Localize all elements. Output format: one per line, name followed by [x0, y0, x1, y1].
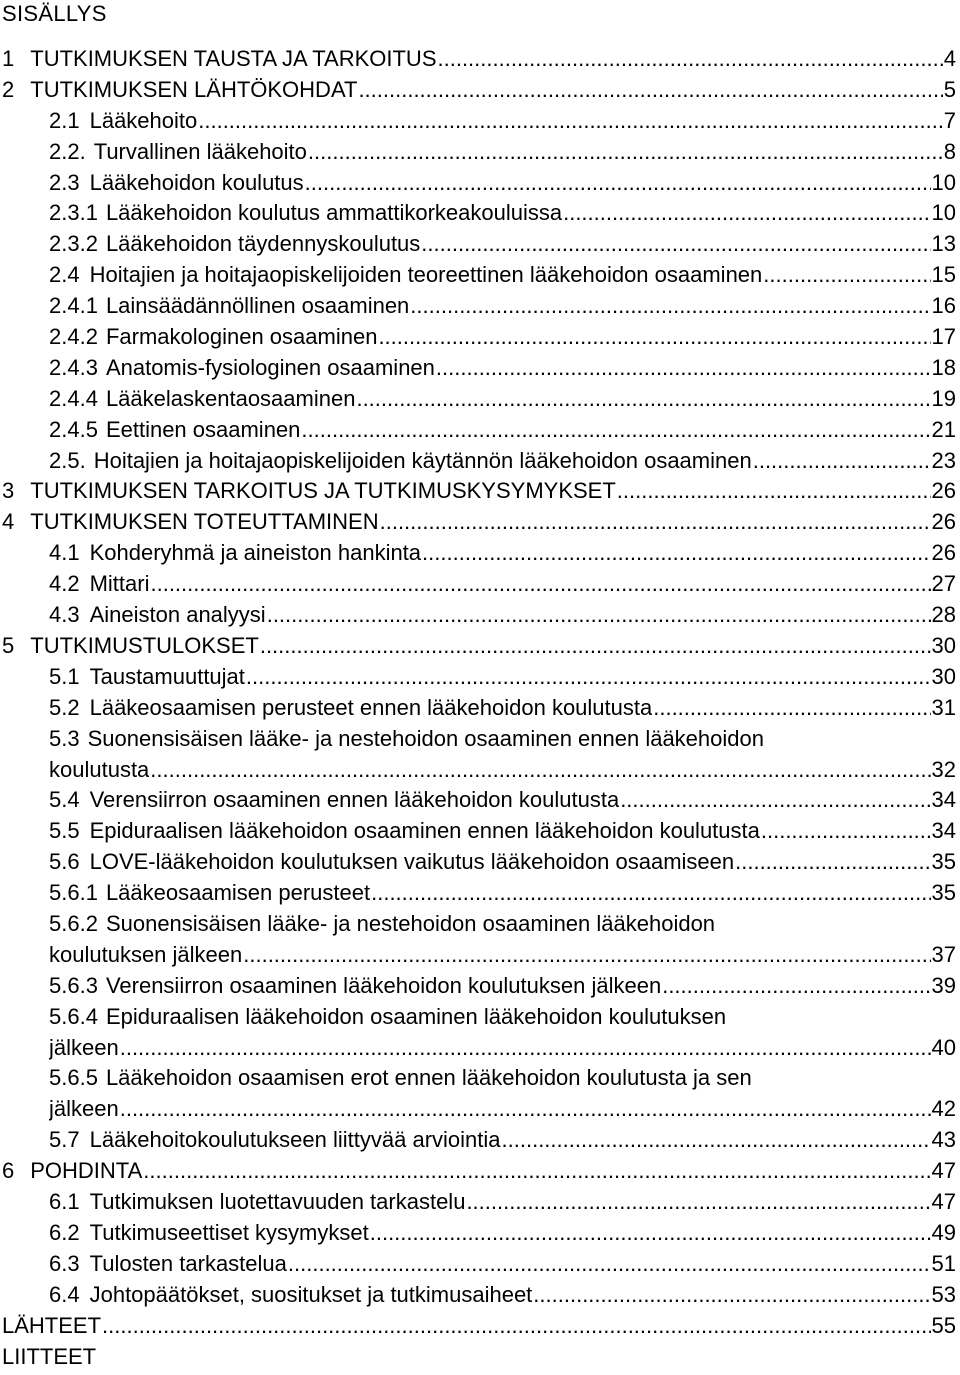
toc-entry-text: TUTKIMUKSEN LÄHTÖKOHDAT [30, 76, 358, 102]
toc-entry[interactable] [0, 75, 960, 106]
toc-entry[interactable] [0, 816, 960, 847]
toc-entry-number: 5.6.5 [49, 1065, 98, 1091]
toc-entry-page: 10 [931, 169, 956, 195]
toc-entry-first-line [49, 1002, 960, 1033]
toc-entry-text: Aineiston analyysi [89, 602, 266, 628]
toc-entry-text: Lääkelaskentaosaaminen [105, 385, 356, 411]
toc-entry-number: 5.6 [49, 849, 80, 875]
toc-entry-number: 2.3 [49, 169, 80, 195]
toc-entry-number: 4 [2, 509, 15, 535]
dot-leader [370, 1218, 931, 1249]
toc-entry[interactable] [0, 229, 960, 260]
toc-entry-text: Hoitajien ja hoitajaopiskelijoiden käytännön lääkehoidon osaaminen [93, 447, 752, 473]
toc-entry-page: 4 [943, 46, 956, 71]
toc-entry-text: Lääkehoidon koulutus [89, 169, 304, 195]
toc-entry-page: 18 [931, 354, 956, 380]
toc-entry[interactable] [0, 322, 960, 353]
toc-entry-text-continued: koulutuksen jälkeen [49, 941, 243, 967]
dot-leader [305, 168, 931, 199]
toc-entry-text: Lääkehoito [89, 107, 198, 133]
toc-entry-text: Johtopäätökset, suositukset ja tutkimusaiheet [89, 1281, 533, 1307]
toc-entry-number: 2 [2, 76, 15, 102]
dot-leader [662, 971, 930, 1002]
toc-entry-number: 2.4.4 [49, 385, 98, 411]
toc-entry-text: Tutkimuseettiset kysymykset [89, 1219, 369, 1245]
dot-leader [761, 816, 931, 847]
toc-entry-text: TUTKIMUSTULOKSET [30, 632, 259, 658]
page-title: SISÄLLYS [2, 1, 107, 26]
toc-entry-page: 34 [931, 818, 956, 844]
toc-entry-text: Turvallinen lääkehoito [93, 138, 307, 164]
toc-entry-text: Lääkehoidon täydennyskoulutus [105, 231, 421, 257]
dot-leader [438, 44, 943, 75]
dot-leader [358, 75, 942, 106]
toc-entry-number: 6 [2, 1158, 15, 1184]
toc-entry-first-line [49, 909, 960, 940]
toc-entry[interactable] [0, 476, 960, 507]
dot-leader [288, 1249, 931, 1280]
dot-leader [763, 260, 930, 291]
dot-leader [301, 415, 930, 446]
toc-entry[interactable] [0, 106, 960, 137]
toc-entry-text: Lääkehoidon koulutus ammattikorkeakouluissa [105, 200, 563, 226]
toc-entry[interactable] [0, 168, 960, 199]
toc-entry-page: 40 [931, 1034, 956, 1060]
dot-leader [436, 353, 931, 384]
toc-entry[interactable] [0, 507, 960, 538]
toc-entry-number: 3 [2, 478, 15, 504]
toc-entry-number: 5.6.3 [49, 972, 98, 998]
toc-entry[interactable] [0, 785, 960, 816]
toc-entry[interactable] [0, 446, 960, 477]
toc-entry-page: 26 [931, 478, 956, 504]
toc-entry-page: 35 [931, 880, 956, 906]
toc-entry-number: 5.2 [49, 694, 80, 720]
toc-entry-page: 37 [931, 941, 956, 967]
toc-entry-number: 5.7 [49, 1127, 80, 1153]
toc-entry-page: 27 [931, 571, 956, 597]
toc-entry-number: 4.2 [49, 571, 80, 597]
toc-entry-text: LOVE-lääkehoidon koulutuksen vaikutus lääkehoidon osaamiseen [89, 849, 735, 875]
toc-entry-number: 2.3.1 [49, 200, 98, 226]
toc-entry[interactable] [0, 909, 960, 971]
toc-entry-text: Lääkeosaamisen perusteet [105, 880, 371, 906]
toc-entry-text: Verensiirron osaaminen ennen lääkehoidon koulutusta [89, 787, 620, 813]
toc-entry-page: 19 [931, 385, 956, 411]
toc-entry[interactable] [0, 1218, 960, 1249]
toc-entry-number: 2.4 [49, 262, 80, 288]
table-of-contents [0, 44, 960, 1372]
toc-entry-page: 55 [931, 1312, 956, 1338]
toc-entry[interactable] [0, 1063, 960, 1125]
toc-entry-number: 2.4.3 [49, 354, 98, 380]
toc-entry[interactable] [0, 600, 960, 631]
toc-entry-text: Tulosten tarkastelua [89, 1250, 287, 1276]
toc-entry-text: TUTKIMUKSEN TAUSTA JA TARKOITUS [30, 46, 437, 71]
toc-entry-page: 26 [931, 509, 956, 535]
toc-entry-page: 34 [931, 787, 956, 813]
dot-leader [735, 847, 930, 878]
dot-leader [753, 446, 931, 477]
toc-entry-text: POHDINTA [30, 1158, 143, 1184]
toc-entry-first-line [49, 1063, 960, 1094]
toc-entry[interactable] [0, 878, 960, 909]
toc-entry-page: 5 [943, 76, 956, 102]
dot-leader [502, 1125, 931, 1156]
toc-entry-page: 28 [931, 602, 956, 628]
toc-entry-text: Lääkeosaamisen perusteet ennen lääkehoidon koulutusta [89, 694, 653, 720]
toc-entry-page: 49 [931, 1219, 956, 1245]
toc-entry-text: Hoitajien ja hoitajaopiskelijoiden teoreettinen lääkehoidon osaaminen [89, 262, 763, 288]
toc-entry-page: 32 [931, 756, 956, 782]
toc-entry-page: 43 [931, 1127, 956, 1153]
toc-entry-number: 5.6.1 [49, 880, 98, 906]
toc-entry-text: Suonensisäisen lääke- ja nestehoidon osaaminen ennen lääkehoidon [87, 725, 764, 751]
toc-entry-number: 5.5 [49, 818, 80, 844]
toc-entry-text-continued: jälkeen [49, 1096, 119, 1122]
dot-leader [380, 507, 931, 538]
toc-entry[interactable] [0, 662, 960, 693]
toc-entry-page: 10 [931, 200, 956, 226]
toc-entry[interactable] [0, 198, 960, 229]
toc-entry[interactable] [0, 353, 960, 384]
toc-entry-page: 17 [931, 324, 956, 350]
toc-entry-number: 6.1 [49, 1189, 80, 1215]
toc-entry-text: Farmakologinen osaaminen [105, 324, 378, 350]
dot-leader [422, 538, 930, 569]
toc-entry[interactable] [0, 44, 960, 75]
dot-leader [378, 322, 930, 353]
toc-entry-page: 23 [931, 447, 956, 473]
toc-entry[interactable] [0, 1002, 960, 1064]
toc-entry-number: 4.3 [49, 602, 80, 628]
dot-leader [563, 198, 930, 229]
toc-entry-number: 5.3 [49, 725, 80, 751]
toc-entry-number: 4.1 [49, 540, 80, 566]
toc-entry[interactable] [0, 291, 960, 322]
toc-entry-text: Kohderyhmä ja aineiston hankinta [89, 540, 422, 566]
toc-entry-text: Suonensisäisen lääke- ja nestehoidon osaaminen lääkehoidon [105, 910, 716, 936]
toc-entry-number: 2.4.1 [49, 293, 98, 319]
toc-entry[interactable] [0, 569, 960, 600]
toc-entry-page: 39 [931, 972, 956, 998]
toc-entry-text: TUTKIMUKSEN TOTEUTTAMINEN [30, 509, 379, 535]
toc-entry-page: 30 [931, 663, 956, 689]
toc-entry-page: 8 [943, 138, 956, 164]
toc-entry-number: 5.6.4 [49, 1003, 98, 1029]
toc-entry-number: 5.4 [49, 787, 80, 813]
dot-leader [120, 1033, 931, 1064]
toc-entry-text: Taustamuuttujat [89, 663, 245, 689]
dot-leader [410, 291, 930, 322]
toc-entry-number: 1 [2, 46, 15, 71]
toc-entry[interactable] [0, 1156, 960, 1187]
toc-entry-text: Tutkimuksen luotettavuuden tarkastelu [89, 1189, 466, 1215]
toc-entry-page: 47 [931, 1189, 956, 1215]
toc-entry-page: 51 [931, 1250, 956, 1276]
toc-entry[interactable] [0, 1342, 960, 1373]
dot-leader [150, 755, 930, 786]
toc-entry[interactable] [0, 1187, 960, 1218]
toc-entry-number: 5.6.2 [49, 910, 98, 936]
toc-entry-number: 6.3 [49, 1250, 80, 1276]
dot-leader [120, 1094, 931, 1125]
toc-entry[interactable] [0, 1311, 960, 1342]
toc-entry-text: LIITTEET [2, 1343, 97, 1369]
toc-entry-text: Epiduraalisen lääkehoidon osaaminen ennen lääkehoidon koulutusta [89, 818, 760, 844]
dot-leader [533, 1280, 930, 1311]
toc-entry-page: 42 [931, 1096, 956, 1122]
toc-entry[interactable] [0, 415, 960, 446]
toc-entry-page: 30 [931, 632, 956, 658]
toc-entry-text: Lääkehoitokoulutukseen liittyvää arviointia [89, 1127, 501, 1153]
toc-entry-text: LÄHTEET [2, 1312, 102, 1338]
toc-entry-text: Eettinen osaaminen [105, 416, 301, 442]
dot-leader [198, 106, 943, 137]
toc-entry-number: 5.1 [49, 663, 80, 689]
toc-entry-number: 6.4 [49, 1281, 80, 1307]
dot-leader [620, 785, 930, 816]
toc-entry-page: 15 [931, 262, 956, 288]
toc-entry[interactable] [0, 1280, 960, 1311]
toc-entry-page: 21 [931, 416, 956, 442]
dot-leader [260, 631, 931, 662]
toc-entry-number: 2.4.2 [49, 324, 98, 350]
toc-entry-number: 6.2 [49, 1219, 80, 1245]
toc-entry-text: Lääkehoidon osaamisen erot ennen lääkehoidon koulutusta ja sen [105, 1065, 752, 1091]
dot-leader [617, 476, 931, 507]
dot-leader [246, 662, 931, 693]
toc-entry[interactable] [0, 538, 960, 569]
toc-entry[interactable] [0, 971, 960, 1002]
toc-entry-first-line [49, 724, 960, 755]
toc-entry[interactable] [0, 724, 960, 786]
dot-leader [267, 600, 931, 631]
dot-leader [371, 878, 930, 909]
toc-entry-number: 2.3.2 [49, 231, 98, 257]
dot-leader [150, 569, 930, 600]
toc-entry-page: 31 [931, 694, 956, 720]
toc-entry-page: 26 [931, 540, 956, 566]
toc-entry[interactable] [0, 384, 960, 415]
toc-entry-page: 7 [943, 107, 956, 133]
toc-entry[interactable] [0, 847, 960, 878]
dot-leader [102, 1311, 930, 1342]
toc-entry[interactable] [0, 1125, 960, 1156]
toc-entry[interactable] [0, 260, 960, 291]
toc-entry-number: 2.1 [49, 107, 80, 133]
toc-entry-text: Epiduraalisen lääkehoidon osaaminen lääkehoidon koulutuksen [105, 1003, 727, 1029]
toc-entry-page: 47 [931, 1158, 956, 1184]
toc-entry-page: 53 [931, 1281, 956, 1307]
toc-entry-text-continued: jälkeen [49, 1034, 119, 1060]
toc-entry-page: 16 [931, 293, 956, 319]
toc-entry-number: 2.2. [49, 138, 86, 164]
dot-leader [653, 693, 930, 724]
toc-entry-number: 2.4.5 [49, 416, 98, 442]
toc-entry-page: 13 [931, 231, 956, 257]
toc-entry[interactable] [0, 631, 960, 662]
toc-entry-text: Mittari [89, 571, 150, 597]
dot-leader [466, 1187, 930, 1218]
toc-entry[interactable] [0, 137, 960, 168]
toc-entry-number: 5 [2, 632, 15, 658]
toc-entry-text: Lainsäädännöllinen osaaminen [105, 293, 410, 319]
dot-leader [243, 940, 930, 971]
dot-leader [356, 384, 930, 415]
toc-entry-text: Anatomis-fysiologinen osaaminen [105, 354, 435, 380]
dot-leader [421, 229, 930, 260]
toc-entry-page: 35 [931, 849, 956, 875]
dot-leader [308, 137, 943, 168]
toc-entry-number: 2.5. [49, 447, 86, 473]
toc-entry-text-continued: koulutusta [49, 756, 150, 782]
toc-entry-text: TUTKIMUKSEN TARKOITUS JA TUTKIMUSKYSYMYKSET [30, 478, 616, 504]
toc-entry[interactable] [0, 693, 960, 724]
dot-leader [143, 1156, 930, 1187]
toc-entry-text: Verensiirron osaaminen lääkehoidon koulutuksen jälkeen [105, 972, 662, 998]
toc-entry[interactable] [0, 1249, 960, 1280]
